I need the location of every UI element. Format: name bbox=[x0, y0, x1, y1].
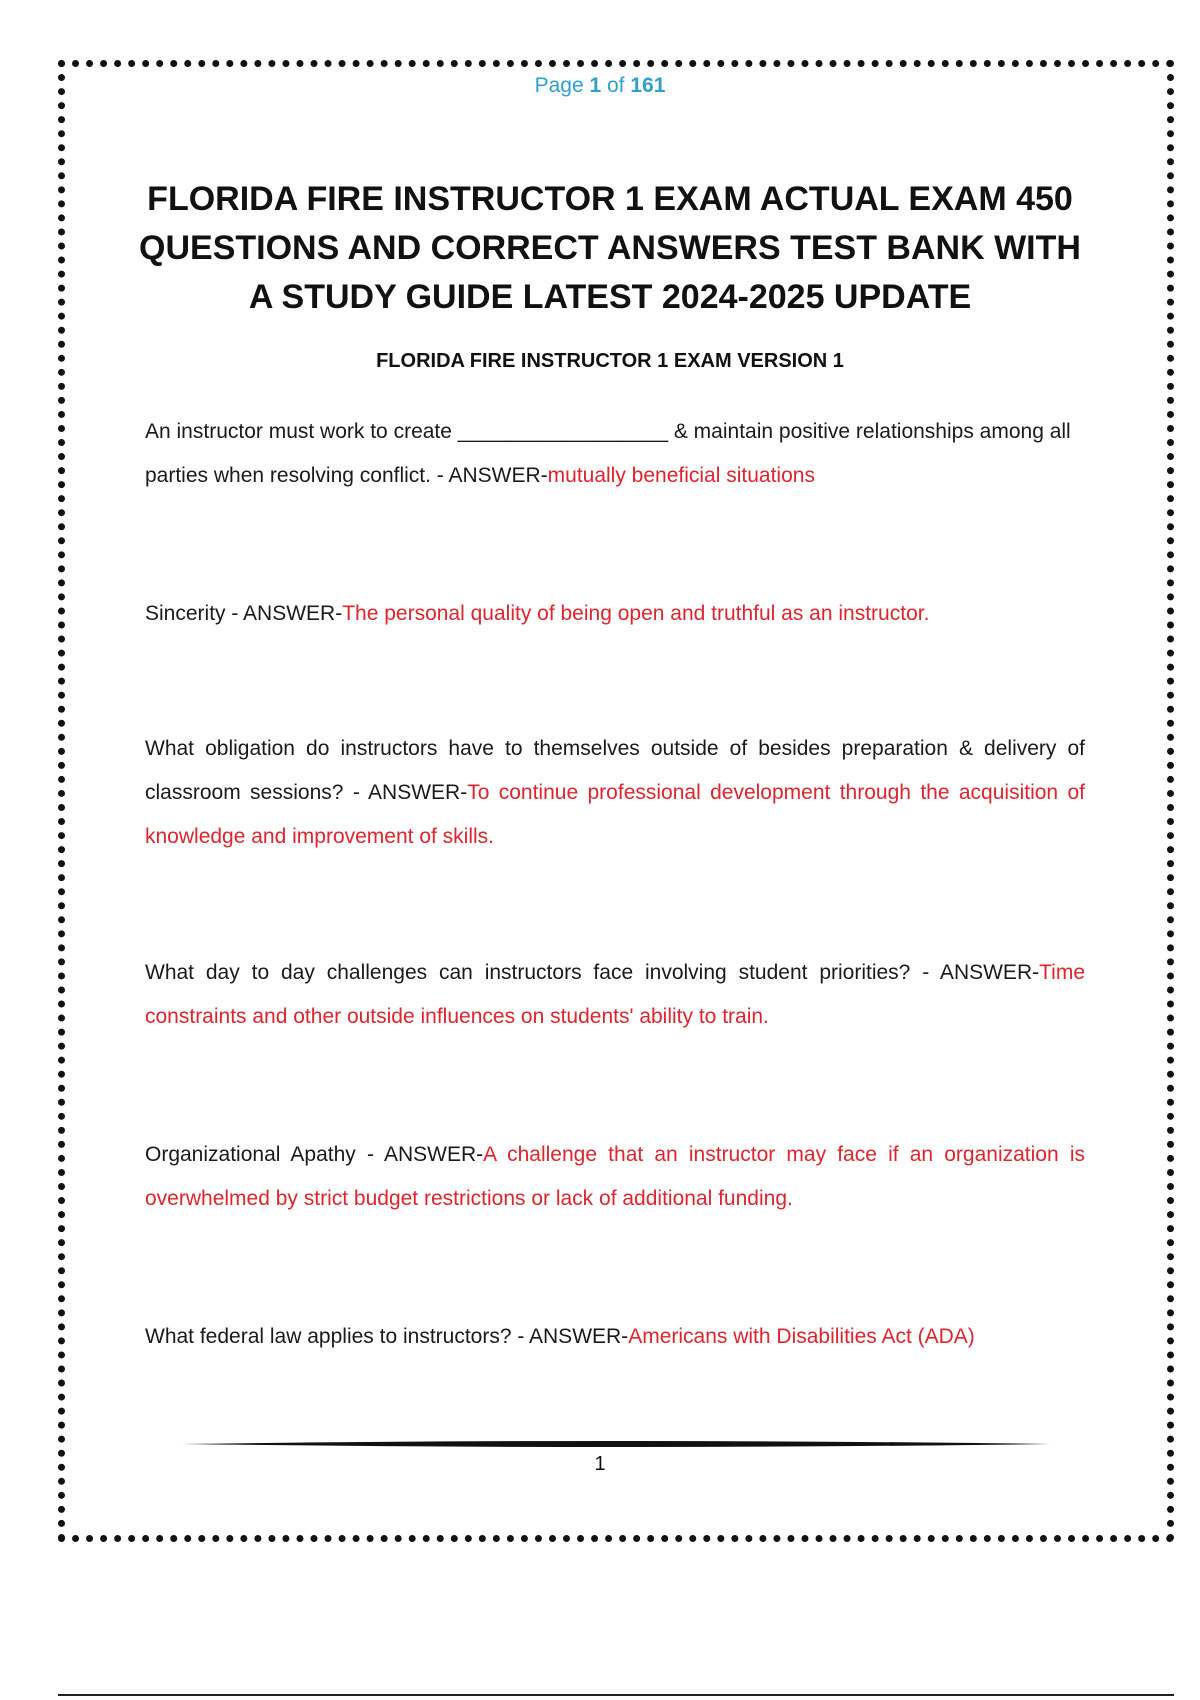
answer-text: To continue professional development through the acquisition of knowledge and improvement of skills. bbox=[145, 781, 1085, 848]
question-text: What federal law applies to instructors? - ANSWER- bbox=[145, 1325, 629, 1348]
qa-item bbox=[145, 1133, 1085, 1221]
qa-item bbox=[145, 410, 1085, 498]
answer-text: Time constraints and other outside influences on students' ability to train. bbox=[145, 961, 1085, 1028]
document-subtitle: FLORIDA FIRE INSTRUCTOR 1 EXAM VERSION 1 bbox=[376, 350, 844, 372]
answer-text: The personal quality of being open and truthful as an instructor. bbox=[342, 602, 930, 625]
qa-item bbox=[145, 592, 1085, 636]
page-bottom-edge bbox=[58, 1694, 1174, 1696]
question-text: An instructor must work to create __________________ & maintain positive relationships among all parties when resolving conflict. - ANSWER- bbox=[145, 420, 1071, 487]
answer-text: Americans with Disabilities Act (ADA) bbox=[628, 1325, 975, 1348]
question-text: Sincerity - ANSWER- bbox=[145, 602, 343, 625]
qa-item bbox=[145, 727, 1085, 859]
page-word: Page bbox=[534, 74, 584, 97]
qa-item bbox=[145, 1315, 1085, 1359]
footer-rule bbox=[182, 1439, 1050, 1449]
answer-text: A challenge that an instructor may face if an organization is overwhelmed by strict budget restrictions or lack of additional funding. bbox=[145, 1143, 1085, 1210]
document-title: FLORIDA FIRE INSTRUCTOR 1 EXAM ACTUAL EXAM 450 QUESTIONS AND CORRECT ANSWERS TEST BANK WITH A STUDY GUIDE LATEST 2024-2025 UPDATE bbox=[139, 180, 1081, 316]
page-counter bbox=[0, 74, 1200, 98]
question-text: What day to day challenges can instructors face involving student priorities? - ANSWER- bbox=[145, 961, 1040, 984]
total-pages: 161 bbox=[630, 74, 666, 97]
of-word: of bbox=[607, 74, 625, 97]
page-number: 1 bbox=[594, 1453, 606, 1475]
current-page: 1 bbox=[589, 74, 602, 97]
qa-item bbox=[145, 951, 1085, 1039]
question-text: What obligation do instructors have to themselves outside of besides preparation & delivery of classroom sessions? - ANSWER- bbox=[145, 737, 1085, 804]
answer-text: mutually beneficial situations bbox=[547, 464, 815, 487]
question-text: Organizational Apathy - ANSWER- bbox=[145, 1143, 484, 1166]
